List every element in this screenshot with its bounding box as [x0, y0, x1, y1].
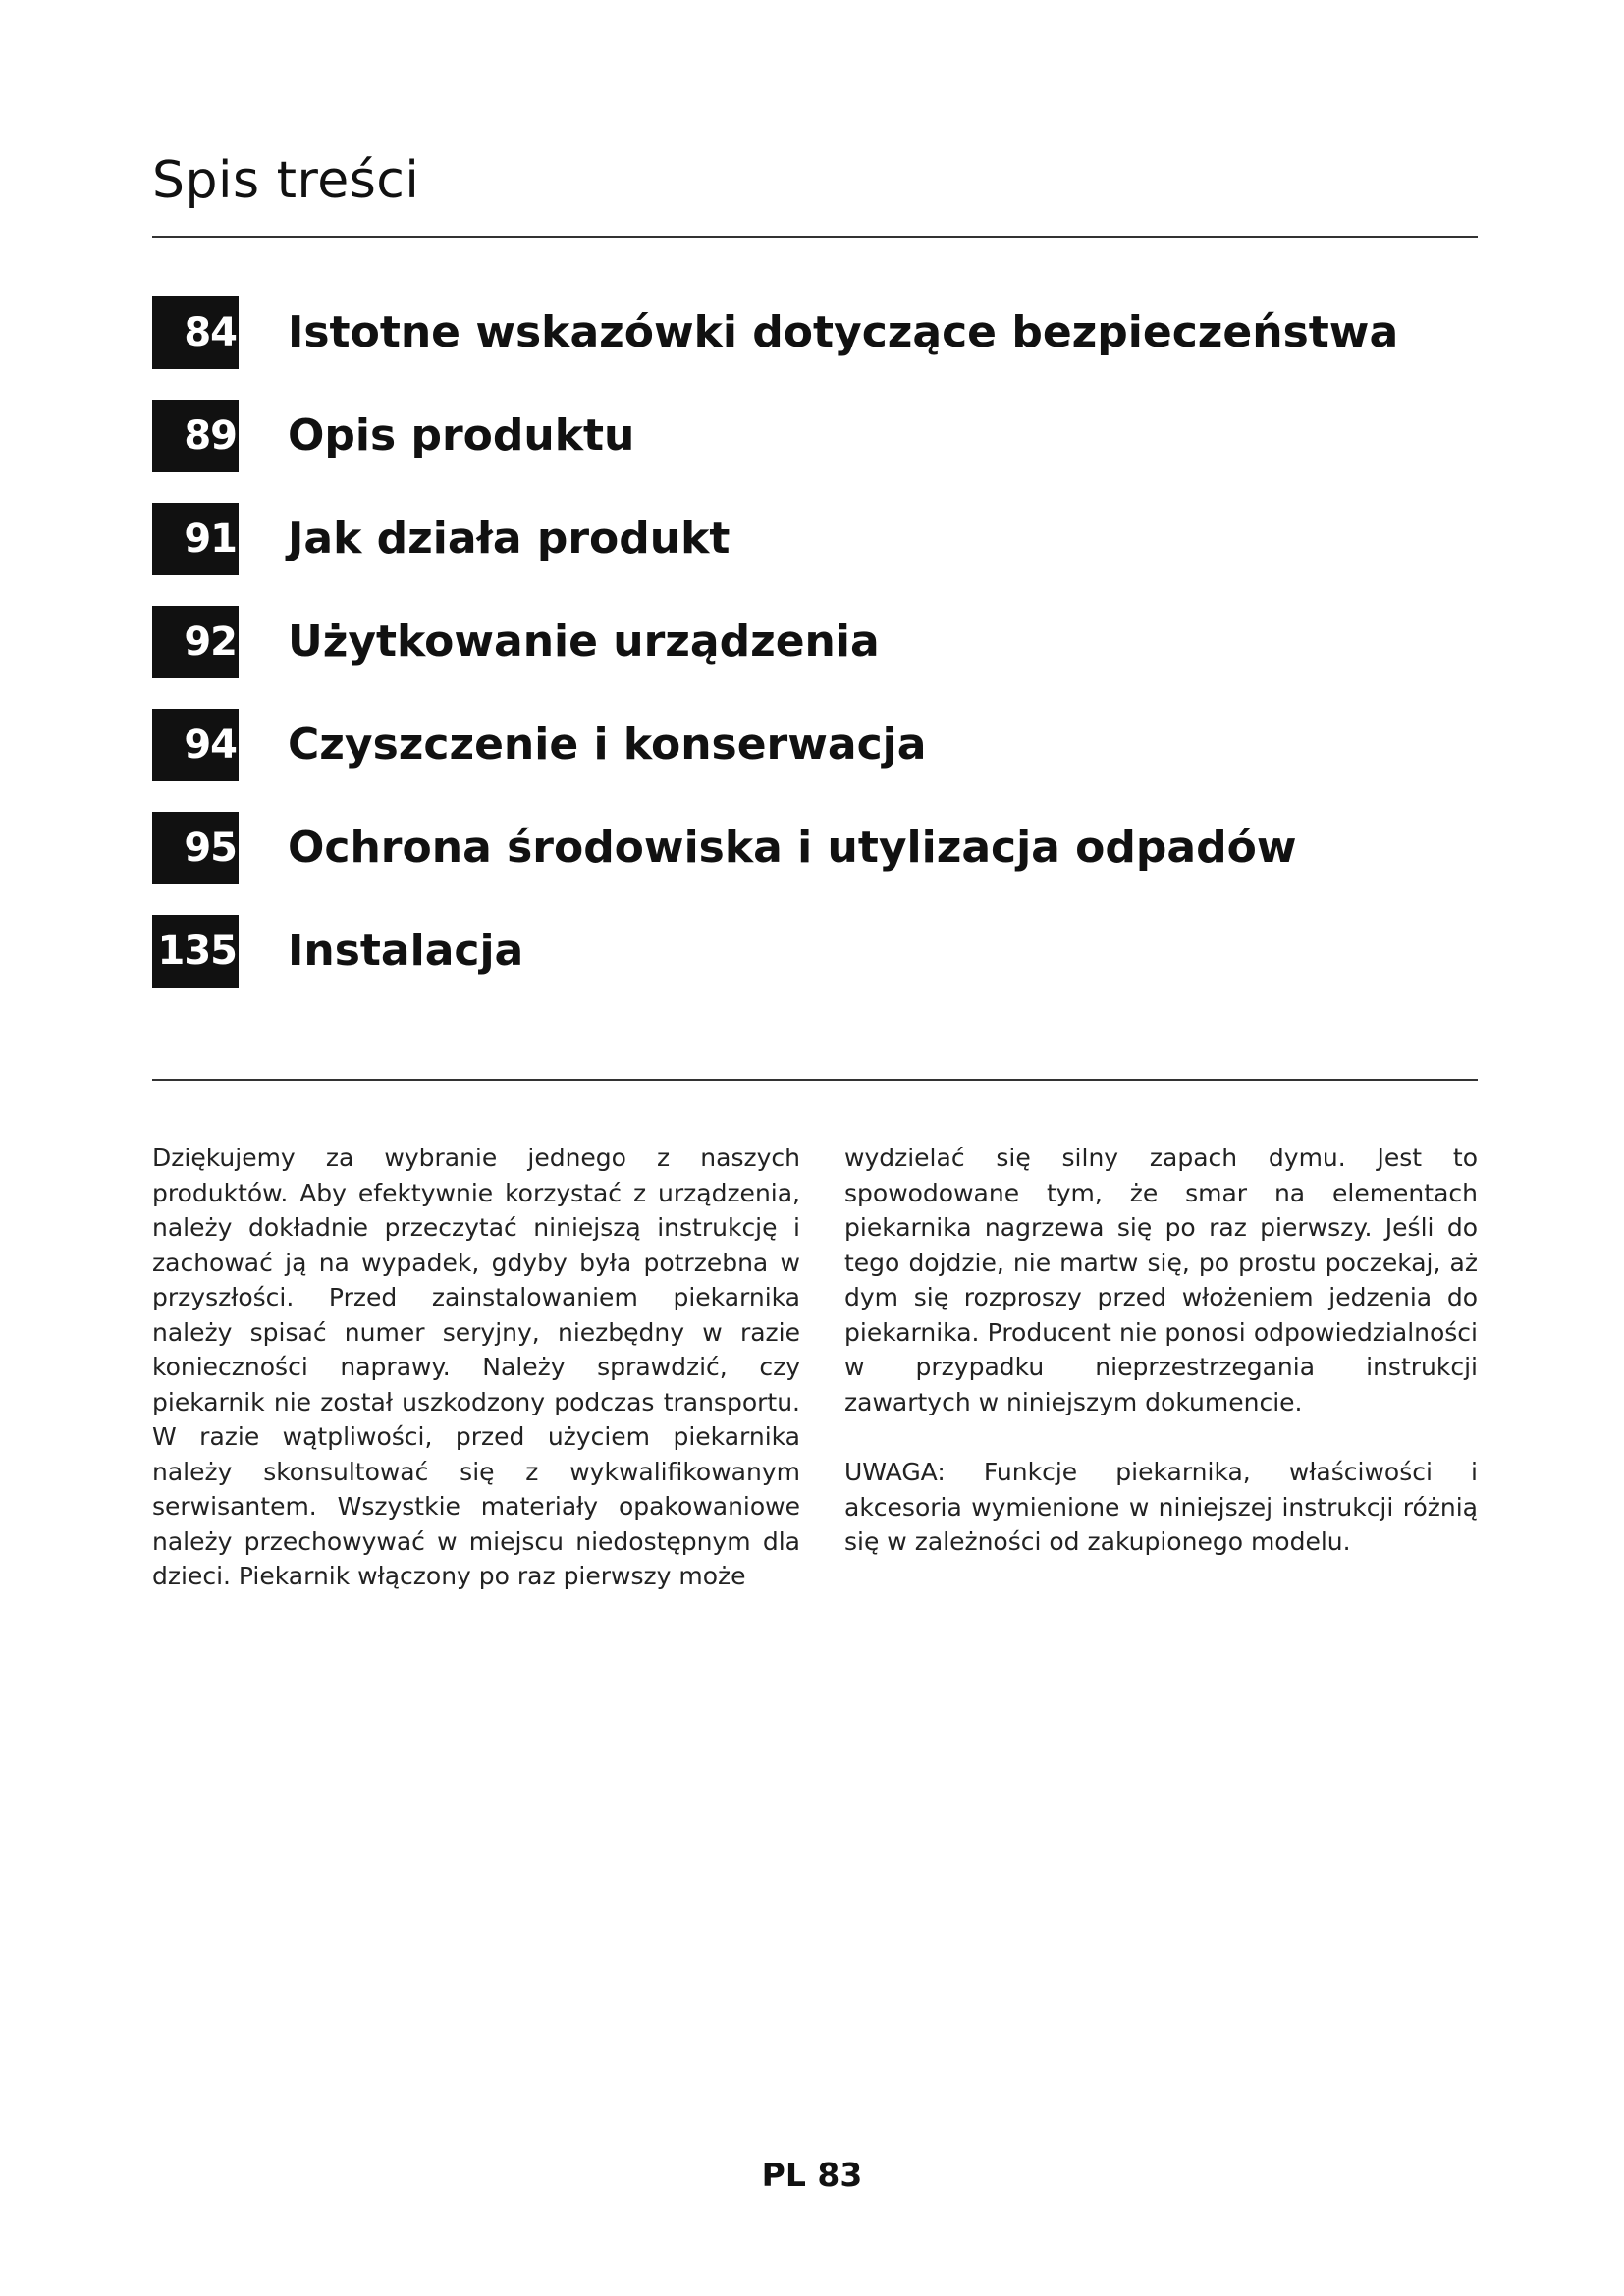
toc-item-environment[interactable]: [152, 812, 1478, 884]
toc-item-installation[interactable]: [152, 915, 1478, 988]
toc-label: Czyszczenie i konserwacja: [288, 720, 927, 770]
toc-label: Opis produktu: [288, 410, 635, 460]
toc-item-cleaning[interactable]: [152, 709, 1478, 781]
toc-page-number: 95: [152, 812, 239, 884]
section-divider: [152, 1079, 1478, 1081]
page-title: Spis treści: [152, 151, 420, 210]
toc-label: Ochrona środowiska i utylizacja odpadów: [288, 823, 1297, 873]
page-number-footer: PL 83: [761, 2156, 863, 2194]
notice-paragraph: UWAGA: Funkcje piekarnika, właściwości i akcesoria wymienione w niniejszej instrukcji różnią się w zależności od zakupionego modelu.: [844, 1458, 1478, 1556]
toc-label: Użytkowanie urządzenia: [288, 616, 880, 667]
toc-label: Jak działa produkt: [288, 513, 731, 563]
toc-item-usage[interactable]: [152, 606, 1478, 678]
intro-column-left: [152, 1141, 800, 1594]
intro-paragraph-continued: wydzielać się silny zapach dymu. Jest to spowodowane tym, że smar na elementach piekarnika nagrzewa się po raz pierwszy. Jeśli do tego dojdzie, nie martw się, po prostu poczekaj, aż dym się rozproszy przed włożeniem jedzenia do piekarnika. Producent nie ponosi odpowiedzialności w przypadku nieprzestrzegania instrukcji zawartych w niniejszym dokumencie.: [844, 1144, 1478, 1416]
toc-item-product-description[interactable]: [152, 400, 1478, 472]
intro-paragraph: Dziękujemy za wybranie jednego z naszych produktów. Aby efektywnie korzystać z urządzenia, należy dokładnie przeczytać niniejszą instrukcję i zachować ją na wypadek, gdyby była potrzebna w przyszłości. Przed zainstalowaniem piekarnika należy spisać numer seryjny, niezbędny w razie konieczności naprawy. Należy sprawdzić, czy piekarnik nie został uszkodzony podczas transportu. W razie wątpliwości, przed użyciem piekarnika należy skonsultować się z wykwalifikowanym serwisantem. Wszystkie materiały opakowaniowe należy przechowywać w miejscu niedostępnym dla dzieci. Piekarnik włączony po raz pierwszy może: [152, 1144, 800, 1590]
intro-column-right: [844, 1141, 1478, 1560]
toc-label: Instalacja: [288, 926, 524, 976]
toc-item-how-it-works[interactable]: [152, 503, 1478, 575]
title-divider: [152, 236, 1478, 238]
toc-page-number: 91: [152, 503, 239, 575]
toc-label: Istotne wskazówki dotyczące bezpieczeństwa: [288, 307, 1399, 357]
toc-page-number: 89: [152, 400, 239, 472]
toc-item-safety[interactable]: [152, 296, 1478, 369]
toc-page-number: 135: [152, 915, 239, 988]
toc-page-number: 84: [152, 296, 239, 369]
toc-page-number: 92: [152, 606, 239, 678]
toc-page-number: 94: [152, 709, 239, 781]
